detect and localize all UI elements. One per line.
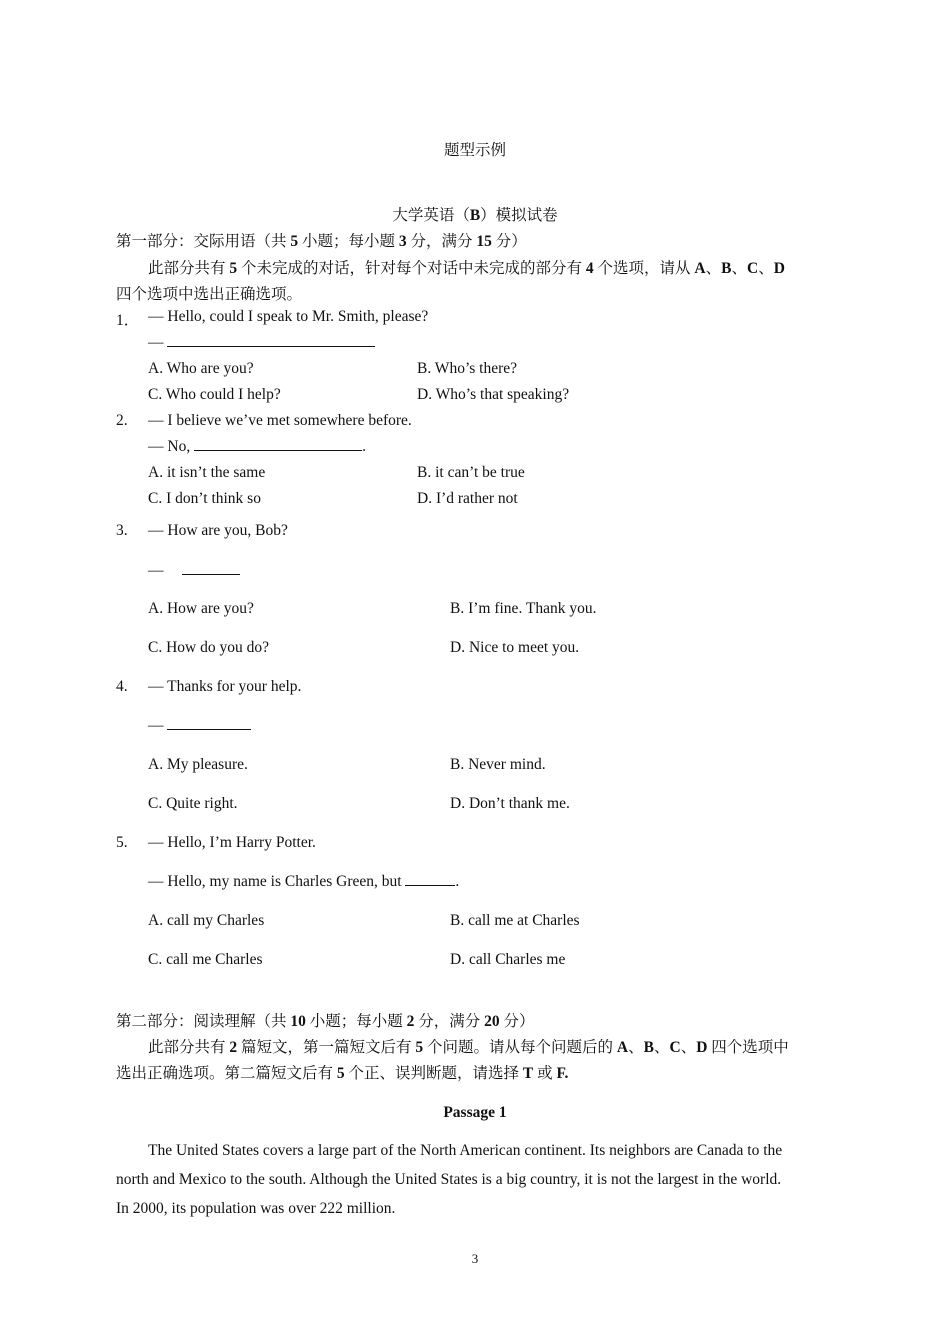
question-number: 2. — [116, 412, 128, 429]
exam-title — [0, 203, 950, 225]
option-c: C. Quite right. — [148, 795, 238, 812]
passage-line-2: north and Mexico to the south. Although the United States is a big country, it is not the largest in the world. — [116, 1171, 782, 1188]
question-prompt: — How are you, Bob? — [148, 522, 288, 539]
question-prompt: — I believe we’ve met somewhere before. — [148, 412, 412, 429]
option-a: A. it isn’t the same — [148, 464, 266, 481]
question-number: 5. — [116, 834, 128, 851]
question-reply: — — [148, 562, 240, 580]
option-d: D. call Charles me — [450, 951, 566, 968]
question-prompt: — Thanks for your help. — [148, 678, 302, 695]
exam-title-pre: 大学英语（ — [392, 207, 470, 224]
passage-line-3: In 2000, its population was over 222 million. — [116, 1200, 396, 1217]
option-d: D. Don’t thank me. — [450, 795, 570, 812]
answer-blank — [182, 562, 240, 575]
option-c: C. call me Charles — [148, 951, 263, 968]
part2-instructions-line2: 选出正确选项。第二篇短文后有 5 个正、误判断题，请选择 T 或 F. — [116, 1065, 569, 1082]
page-number: 3 — [471, 1251, 479, 1266]
part1-instructions-line2: 四个选项中选出正确选项。 — [116, 286, 303, 303]
page-heading: 题型示例 — [443, 142, 506, 159]
answer-blank — [167, 334, 375, 347]
option-b: B. Never mind. — [450, 756, 546, 773]
answer-blank — [194, 438, 362, 451]
question-reply: — Hello, my name is Charles Green, but . — [148, 873, 460, 890]
option-b: B. it can’t be true — [417, 464, 525, 481]
answer-blank — [167, 717, 251, 730]
part2-instructions-line1: 此部分共有 2 篇短文，第一篇短文后有 5 个问题。请从每个问题后的 A、B、C、D 四个选项中 — [148, 1039, 789, 1056]
option-a: A. My pleasure. — [148, 756, 248, 773]
question-reply: — No, . — [148, 438, 366, 455]
question-reply: — — [148, 334, 375, 352]
option-a: A. call my Charles — [148, 912, 265, 929]
exam-title-bold: B — [469, 207, 481, 224]
question-number: 3. — [116, 522, 128, 539]
part1-instructions-line1: 此部分共有 5 个未完成的对话，针对每个对话中未完成的部分有 4 个选项，请从 A、B、C、D — [148, 260, 785, 277]
passage-line-1: The United States covers a large part of the North American continent. Its neighbors are Canada to the — [148, 1142, 783, 1159]
option-b: B. I’m fine. Thank you. — [450, 600, 597, 617]
question-number: 1． — [116, 312, 140, 329]
option-a: A. Who are you? — [148, 360, 254, 377]
question-prompt: — Hello, could I speak to Mr. Smith, please? — [148, 308, 429, 325]
option-c: C. How do you do? — [148, 639, 269, 656]
part2-title: 第二部分：阅读理解（共 10 小题；每小题 2 分，满分 20 分） — [116, 1013, 535, 1030]
option-a: A. How are you? — [148, 600, 254, 617]
passage-title: Passage 1 — [443, 1104, 507, 1121]
option-b: B. Who’s there? — [417, 360, 518, 377]
exam-title-post: ）模拟试卷 — [480, 207, 558, 224]
option-c: C. I don’t think so — [148, 490, 261, 507]
answer-blank — [405, 873, 455, 886]
question-number: 4. — [116, 678, 128, 695]
option-d: D. Who’s that speaking? — [417, 386, 570, 403]
option-b: B. call me at Charles — [450, 912, 580, 929]
option-d: D. I’d rather not — [417, 490, 518, 507]
option-c: C. Who could I help? — [148, 386, 281, 403]
option-d: D. Nice to meet you. — [450, 639, 580, 656]
question-prompt: — Hello, I’m Harry Potter. — [148, 834, 316, 851]
part1-title: 第一部分：交际用语（共 5 小题；每小题 3 分，满分 15 分） — [116, 233, 527, 250]
question-reply: — — [148, 717, 251, 735]
